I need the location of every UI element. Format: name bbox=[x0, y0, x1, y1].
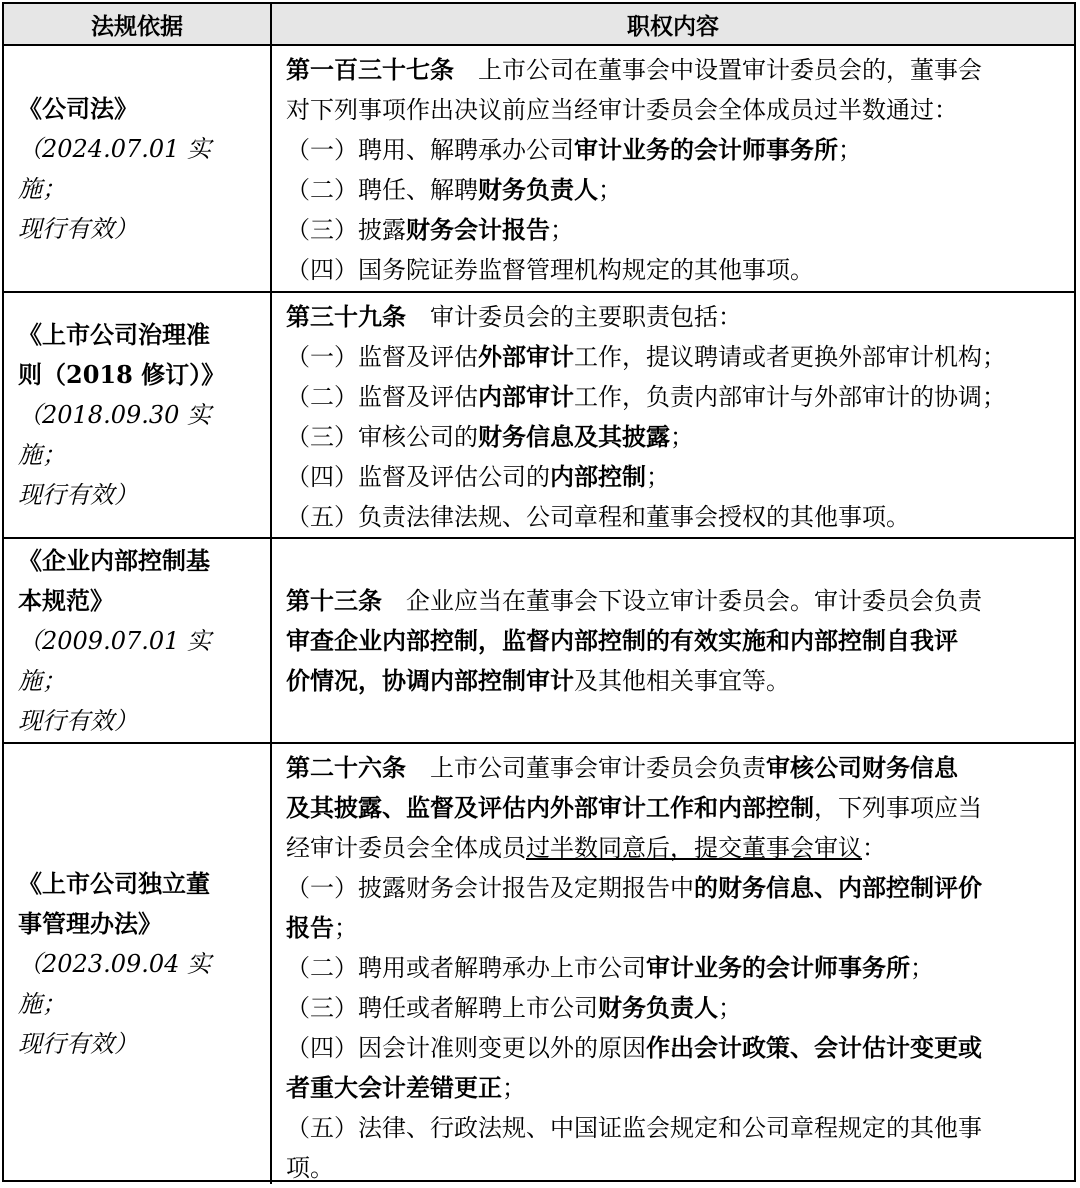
text-segment: 上市公司董事会审计委员会负责 bbox=[406, 754, 766, 782]
basis-cell bbox=[4, 46, 272, 291]
bold-text: 财务会计报告 bbox=[406, 215, 550, 244]
header-basis-label: 法规依据 bbox=[91, 12, 183, 40]
text-segment: 工作，提议聘请或者更换外部审计机构； bbox=[574, 343, 1006, 371]
text-segment: （三）审核公司的 bbox=[286, 423, 478, 451]
content-line bbox=[286, 581, 1064, 621]
text-segment: 项。 bbox=[286, 1154, 334, 1182]
text-segment: （二）聘任、解聘 bbox=[286, 176, 478, 204]
text-segment: ，下列事项应当 bbox=[814, 794, 982, 822]
content-line bbox=[286, 297, 1064, 337]
content-line bbox=[286, 210, 1064, 250]
law-name: 《公司法》 bbox=[18, 93, 138, 123]
bold-text: 的财务信息、内部控制评价 bbox=[694, 873, 982, 902]
text-segment: （三）披露 bbox=[286, 216, 406, 244]
regulation-table bbox=[2, 2, 1076, 1182]
content-line bbox=[286, 908, 1064, 948]
effective-date: （2023.09.04 实施； bbox=[18, 950, 212, 1018]
content-line bbox=[286, 828, 1064, 868]
content-line bbox=[286, 170, 1064, 210]
validity-status: 现行有效） bbox=[18, 1030, 138, 1058]
bold-text: 报告 bbox=[286, 913, 334, 942]
text-segment: （一）监督及评估 bbox=[286, 343, 478, 371]
content-line bbox=[286, 337, 1064, 377]
bold-text: 第一百三十七条 bbox=[286, 55, 454, 84]
text-segment: （四）监督及评估公司的 bbox=[286, 463, 550, 491]
validity-status: 现行有效） bbox=[18, 481, 138, 509]
content-line bbox=[286, 868, 1064, 908]
text-segment: ； bbox=[550, 216, 574, 244]
bold-text: 内部控制 bbox=[550, 462, 646, 491]
content-lines bbox=[286, 581, 1064, 701]
header-cell-content bbox=[272, 4, 1074, 44]
content-line bbox=[286, 250, 1064, 290]
content-line bbox=[286, 90, 1064, 130]
validity-status: 现行有效） bbox=[18, 214, 138, 243]
bold-text: 外部审计 bbox=[478, 342, 574, 371]
content-line bbox=[286, 130, 1064, 170]
bold-text: 第十三条 bbox=[286, 586, 382, 615]
header-content-label: 职权内容 bbox=[627, 12, 719, 40]
bold-text: 审计业务的会计师事务所 bbox=[574, 135, 838, 164]
text-segment: ； bbox=[646, 463, 670, 491]
content-line bbox=[286, 457, 1064, 497]
bold-text: 财务负责人 bbox=[598, 993, 718, 1022]
bold-text: 第二十六条 bbox=[286, 753, 406, 782]
basis-cell bbox=[4, 539, 272, 742]
content-lines bbox=[286, 50, 1064, 290]
text-segment: ； bbox=[502, 1074, 526, 1102]
text-segment: ； bbox=[838, 136, 862, 164]
content-line bbox=[286, 948, 1064, 988]
law-name-line-2: 本规范》 bbox=[18, 585, 114, 615]
bold-text: 审计业务的会计师事务所 bbox=[646, 953, 910, 982]
content-line bbox=[286, 1028, 1064, 1068]
text-segment: （三）聘任或者解聘上市公司 bbox=[286, 994, 598, 1022]
text-segment: 上市公司在董事会中设置审计委员会的，董事会 bbox=[454, 56, 982, 84]
text-segment: 对下列事项作出决议前应当经审计委员会全体成员过半数通过： bbox=[286, 96, 958, 124]
content-line bbox=[286, 788, 1064, 828]
bold-text: 内部审计 bbox=[478, 382, 574, 411]
content-cell bbox=[272, 46, 1074, 291]
law-name-line-1: 《上市公司独立董 bbox=[18, 869, 210, 898]
content-line bbox=[286, 1108, 1064, 1148]
effective-date: （2009.07.01 实施； bbox=[18, 626, 212, 695]
bold-text: 财务负责人 bbox=[478, 175, 598, 204]
table-header bbox=[4, 4, 1074, 44]
bold-text: 者重大会计差错更正 bbox=[286, 1073, 502, 1102]
bold-text: 及其披露、监督及评估内外部审计工作和内部控制 bbox=[286, 793, 814, 822]
content-cell bbox=[272, 293, 1074, 537]
content-cell bbox=[272, 744, 1074, 1184]
basis-cell bbox=[4, 293, 272, 537]
law-name-line-2: 则（2018 修订）》 bbox=[18, 360, 226, 389]
content-line bbox=[286, 50, 1064, 90]
validity-status: 现行有效） bbox=[18, 706, 138, 735]
text-segment: ； bbox=[910, 954, 934, 982]
text-segment: ； bbox=[670, 423, 694, 451]
content-line bbox=[286, 748, 1064, 788]
text-segment: 审计委员会的主要职责包括： bbox=[406, 303, 742, 331]
text-segment: （二）聘用或者解聘承办上市公司 bbox=[286, 954, 646, 982]
text-segment: （一）披露财务会计报告及定期报告中 bbox=[286, 874, 694, 902]
table-row bbox=[4, 537, 1074, 742]
table-row bbox=[4, 44, 1074, 291]
table-row bbox=[4, 291, 1074, 537]
text-segment: （四）因会计准则变更以外的原因 bbox=[286, 1034, 646, 1062]
text-segment: 及其他相关事宜等。 bbox=[574, 667, 790, 695]
header-cell-basis bbox=[4, 4, 272, 44]
law-name-line-2: 事管理办法》 bbox=[18, 909, 162, 938]
bold-text: 价情况，协调内部控制审计 bbox=[286, 666, 574, 695]
table-row bbox=[4, 742, 1074, 1184]
underlined-text: 过半数同意后，提交董事会审议 bbox=[526, 834, 862, 862]
effective-date: （2024.07.01 实施； bbox=[18, 134, 212, 203]
content-lines bbox=[286, 748, 1064, 1188]
bold-text: 第三十九条 bbox=[286, 302, 406, 331]
content-line bbox=[286, 497, 1064, 537]
content-line bbox=[286, 988, 1064, 1028]
law-name-line-1: 《上市公司治理准 bbox=[18, 320, 210, 349]
content-lines bbox=[286, 297, 1064, 537]
text-segment: ： bbox=[862, 834, 886, 862]
text-segment: ； bbox=[334, 914, 358, 942]
text-segment: （二）监督及评估 bbox=[286, 383, 478, 411]
bold-text: 财务信息及其披露 bbox=[478, 422, 670, 451]
content-line bbox=[286, 1148, 1064, 1188]
effective-date: （2018.09.30 实施； bbox=[18, 401, 212, 469]
text-segment: 企业应当在董事会下设立审计委员会。审计委员会负责 bbox=[382, 587, 982, 615]
basis-cell bbox=[4, 744, 272, 1184]
text-segment: ； bbox=[718, 994, 742, 1022]
text-segment: （五）负责法律法规、公司章程和董事会授权的其他事项。 bbox=[286, 503, 910, 531]
content-line bbox=[286, 377, 1064, 417]
bold-text: 审查企业内部控制，监督内部控制的有效实施和内部控制自我评 bbox=[286, 626, 958, 655]
text-segment: 经审计委员会全体成员 bbox=[286, 834, 526, 862]
content-line bbox=[286, 417, 1064, 457]
text-segment: （五）法律、行政法规、中国证监会规定和公司章程规定的其他事 bbox=[286, 1114, 982, 1142]
content-line bbox=[286, 1068, 1064, 1108]
text-segment: （四）国务院证券监督管理机构规定的其他事项。 bbox=[286, 256, 814, 284]
content-line bbox=[286, 621, 1064, 661]
bold-text: 作出会计政策、会计估计变更或 bbox=[646, 1033, 982, 1062]
bold-text: 审核公司财务信息 bbox=[766, 753, 958, 782]
text-segment: （一）聘用、解聘承办公司 bbox=[286, 136, 574, 164]
law-name-line-1: 《企业内部控制基 bbox=[18, 545, 210, 575]
text-segment: 工作，负责内部审计与外部审计的协调； bbox=[574, 383, 1006, 411]
text-segment: ； bbox=[598, 176, 622, 204]
content-cell bbox=[272, 539, 1074, 742]
content-line bbox=[286, 661, 1064, 701]
